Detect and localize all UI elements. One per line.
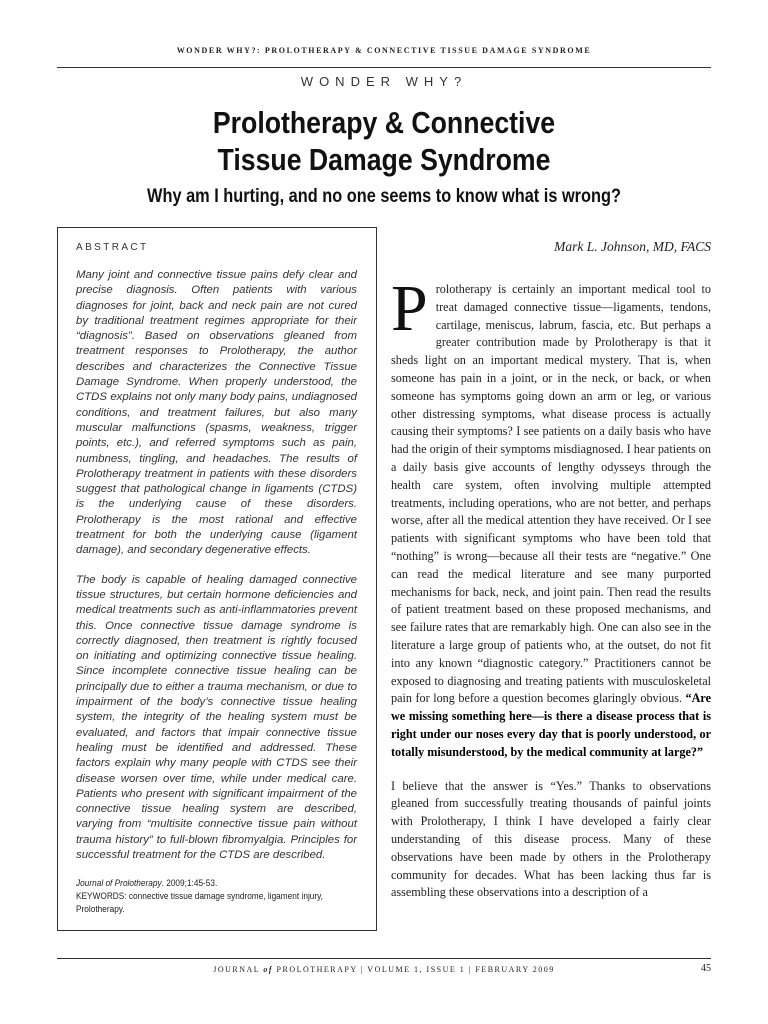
footer-journal: JOURNAL — [213, 965, 264, 974]
author-byline: Mark L. Johnson, MD, FACS — [554, 239, 711, 254]
abstract-label: ABSTRACT — [76, 242, 149, 253]
section-label: WONDER WHY? — [300, 74, 468, 89]
abstract-text — [76, 268, 357, 863]
drop-cap: P — [391, 272, 428, 345]
footer-rule — [57, 958, 711, 959]
body-paragraph-1 — [391, 272, 711, 762]
article-body — [391, 272, 711, 902]
header-rule — [57, 67, 711, 68]
footer-issue: PROLOTHERAPY | VOLUME 1, ISSUE 1 | FEBRUARY 2009 — [273, 965, 555, 974]
citation-line — [76, 877, 357, 890]
body-paragraph-1-bold: “Are we missing something here—is there a disease process that is right under our noses every day that is poorly understood, or totally misunderstood, by the medical community at large?” — [391, 691, 711, 759]
article-subtitle: Why am I hurting, and no one seems to know what is wrong? — [147, 186, 621, 207]
abstract-paragraph-2: The body is capable of healing damaged connective tissue structures, but certain hormone deficiencies and medical treatments such as anti-inflammatories prevent this. Once connective tissue damage syndrome is correctly diagnosed, then treatment is rightly focused on initiating and optimizing connective tissue healing. Since incomplete connective tissue healing can be principally due to either a trauma mechanism, or due to impairment of the body’s connective tissue healing system, the integrity of the healing system must be evaluated, and factors that impair connective tissue healing must be identified and addressed. These factors explain why many people with CTDS see their disease worsen over time, while under medical care. Patients who present with significant impairment of the connective tissue healing system are described, varying from “multisite connective tissue pain without trauma history” to full-blown fibromyalgia. Principles for successful treatment for the CTDS are described. — [76, 573, 357, 861]
citation — [76, 877, 357, 916]
title-line-2: Tissue Damage Syndrome — [217, 142, 551, 177]
running-head: WONDER WHY?: PROLOTHERAPY & CONNECTIVE TISSUE DAMAGE SYNDROME — [176, 46, 592, 55]
citation-journal: Journal of Prolotherapy — [76, 878, 162, 889]
citation-details: . 2009;1:45-53. — [161, 878, 218, 889]
abstract-box — [57, 227, 377, 931]
article-title — [54, 104, 714, 178]
footer — [0, 965, 768, 974]
body-paragraph-2: I believe that the answer is “Yes.” Thanks to observations gleaned from successfully treating thousands of painful joints with Prolotherapy, I think I have developed a fairly clear understanding of this disease process. Many of these observations have been made by others in the Prolotherapy community for decades. What has been lacking thus far is assembling these observations into a description of a — [391, 778, 711, 900]
title-line-1: Prolotherapy & Connective — [212, 105, 556, 140]
keywords: KEYWORDS: connective tissue damage syndrome, ligament injury, Prolotherapy. — [76, 891, 323, 915]
footer-of: of — [263, 965, 274, 974]
body-paragraph-1-text: rolotherapy is certainly an important medical tool to treat damaged connective tissue—ligaments, tendons, cartilage, meniscus, labrum, fascia, etc. But perhaps a greater contribution made by Prolotherapy is that it sheds light on an important medical mystery. That is, when someone has pain in a joint, or in the neck, or back, or when someone has symptoms going down an arm or leg, or various other distressing symptoms, what disease process is actually causing their symptoms? I see patients on a daily basis who have had the origin of their symptoms misdiagnosed. I hear patients on a daily basis give accounts of lengthy odysseys through the health care system, often involving multiple attempted treatments, including operations, who are not better, and perhaps worse, after all the medical attention they have received. Or I see patients with significant symptoms who have been told that “nothing” is wrong—because all their tests are “negative.” One can read the medical literature and see many purported mechanisms for back, neck, and joint pain. Then read the results of patient treatment based on these proposed mechanisms, and see failure rates that are remarkably high. One can also see in the literature a large group of patients who, at the outset, do not fit into any known “diagnostic category.” Practitioners cannot be exposed to diagnosing and treating patients with musculoskeletal pain for long before a question becomes glaringly obvious. — [391, 282, 711, 706]
page-number: 45 — [701, 963, 711, 974]
abstract-paragraph-1: Many joint and connective tissue pains defy clear and precise diagnosis. Often patients with various diagnoses for joint, back and neck pain are not cured by traditional treatment regimes appropriate for their “diagnosis”. Based on observations gleaned from treatment responses to Prolotherapy, the author describes and characterizes the Connective Tissue Damage Syndrome. When properly understood, the CTDS explains not only many body pains, undiagnosed conditions, and treatment failures, but also many muscular malfunctions (spasms, weakness, trigger points, etc.), and referred symptoms such as pain, numbness, tingling, and headaches. The results of Prolotherapy treatment in patients with these disorders suggest that pathological change in ligaments (CTDS) is the underlying cause of these disorders. Prolotherapy is the most rational and effective treatment for both the underlying cause (ligament damage), and secondary degenerative effects. — [76, 269, 357, 557]
